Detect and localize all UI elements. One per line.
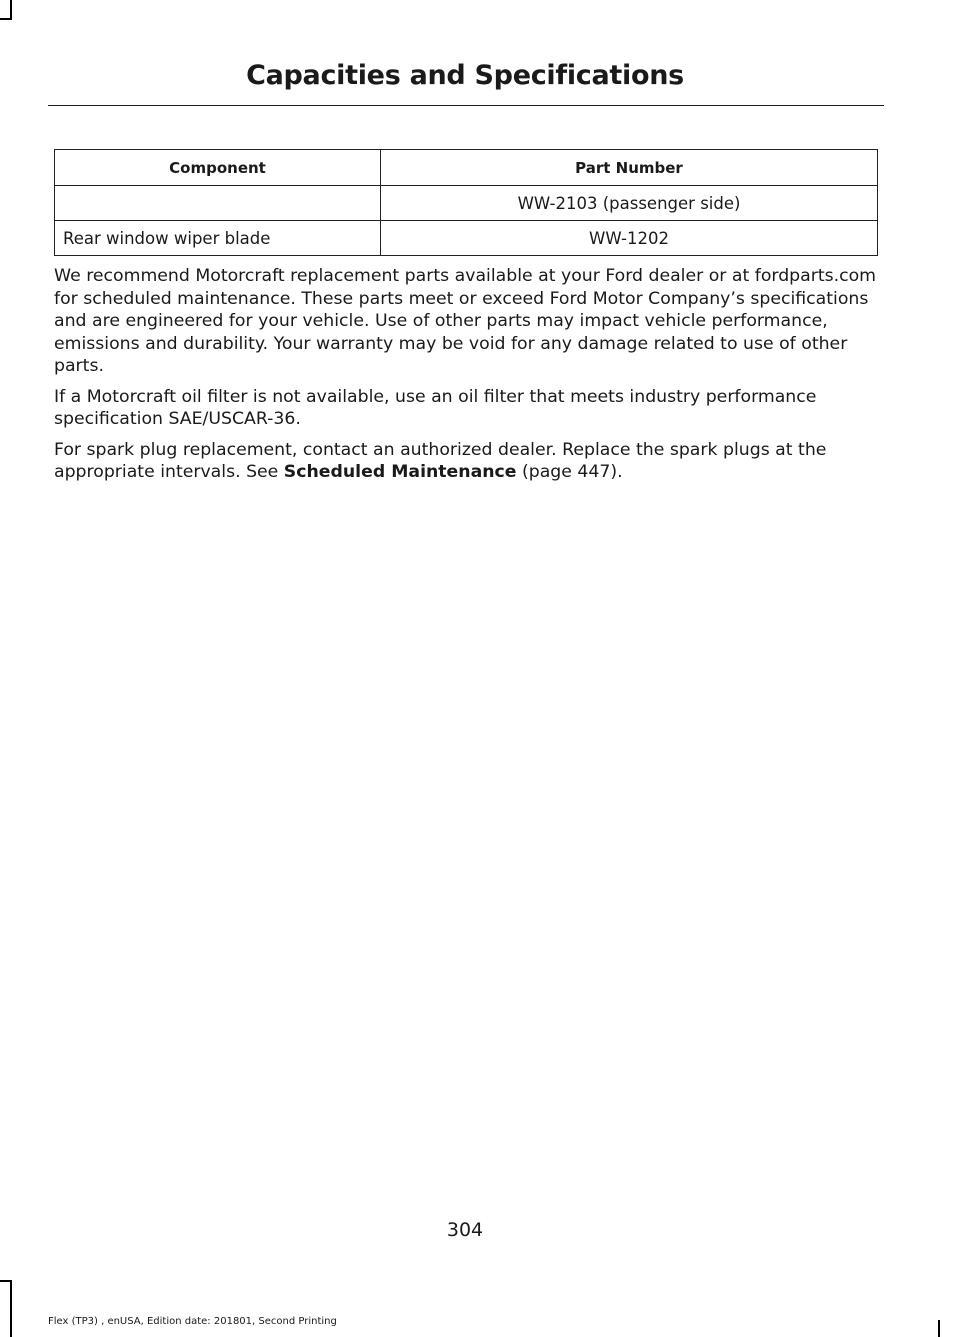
table-row — [55, 221, 878, 256]
paragraph-motorcraft-parts: We recommend Motorcraft replacement parts available at your Ford dealer or at fordparts.com for scheduled maintenance. These parts meet or exceed Ford Motor Company’s specifications and are engineered for your vehicle. Use of other parts may impact vehicle performance, emissions and durability. Your warranty may be void for any damage related to use of other parts. — [54, 266, 877, 376]
table-cell-part-number: WW-1202 — [381, 221, 878, 256]
crop-mark-top-left-vertical — [10, 0, 12, 20]
edition-footer: Flex (TP3) , enUSA, Edition date: 201801, Second Printing — [48, 1316, 337, 1327]
table-row — [55, 186, 878, 221]
crop-mark-top-left-horizontal — [0, 18, 12, 20]
column-header-component: Component — [55, 150, 381, 186]
table-cell-component — [55, 186, 381, 221]
title-divider — [48, 105, 884, 106]
page-reference: (page 447). — [516, 462, 623, 482]
table-cell-part-number: WW-2103 (passenger side) — [381, 186, 878, 221]
body-text — [54, 265, 882, 492]
paragraph-spark-plug — [54, 439, 882, 484]
column-header-part-number: Part Number — [381, 150, 878, 186]
paragraph-oil-filter: If a Motorcraft oil filter is not available, use an oil filter that meets industry performance specification SAE/USCAR-36. — [54, 386, 817, 429]
crop-mark-bottom-right-vertical — [938, 1320, 940, 1337]
table-cell-component: Rear window wiper blade — [55, 221, 381, 256]
spark-plug-text: For spark plug replacement, contact an authorized dealer. Replace the spark plugs at the appropriate intervals. See — [54, 439, 827, 482]
scheduled-maintenance-link[interactable]: Scheduled Maintenance — [283, 462, 517, 482]
crop-mark-bottom-left-vertical — [10, 1280, 12, 1337]
page-title: Capacities and Specifications — [246, 60, 684, 91]
table-header-row — [55, 150, 878, 186]
parts-table — [54, 149, 878, 256]
page-number: 304 — [446, 1219, 484, 1241]
crop-mark-bottom-left-horizontal — [0, 1280, 12, 1282]
